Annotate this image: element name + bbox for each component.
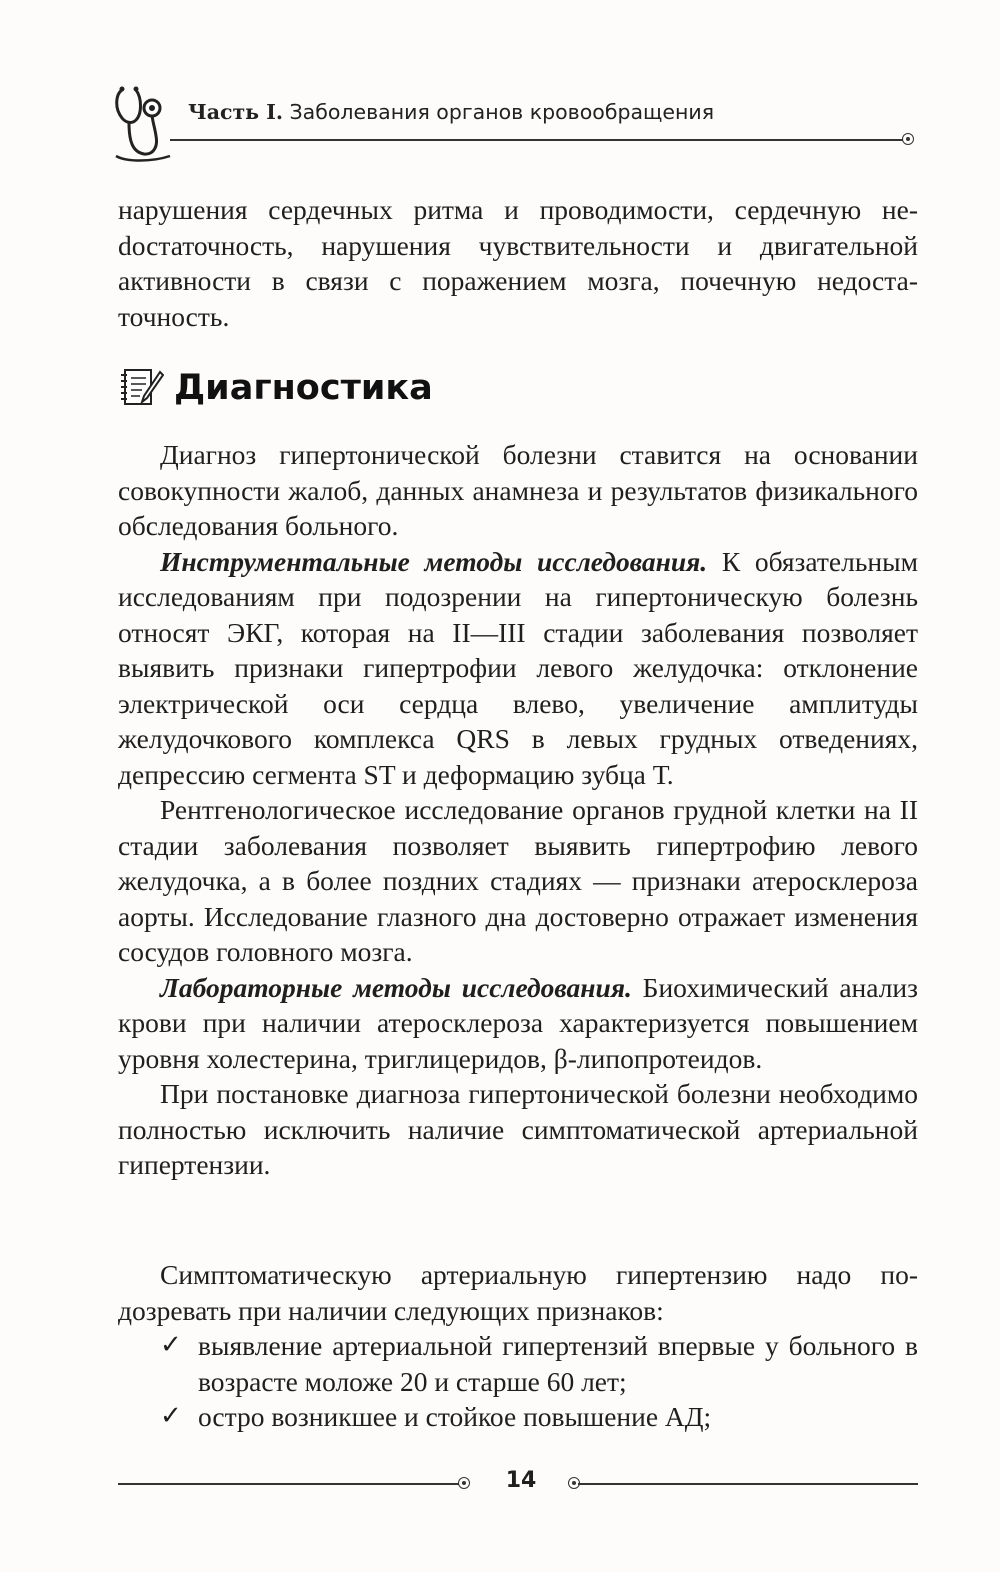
running-header [112, 84, 922, 164]
page-footer [118, 1462, 918, 1502]
paragraph-diagnosis: Диагноз гипертонической болезни ставится на основании совокупности жалоб, данных анамнеза и результатов физикального обследования больного. [118, 439, 918, 541]
paragraph-exclusion: При постановке диагноза гипертонической болезни необходимо полностью исключить наличие симптоматической артериальной гипертензии. [118, 1078, 918, 1180]
paragraph-xray: Рентгенологическое исследование органов грудной клетки на II стадии заболевания позволяет выявить гипертрофию левого желудочка, а в более поздних стадиях — признаки атеросклероза аорты. Исследование глазного дна достоверно отражает изменения сосудов головного мозга. [118, 794, 918, 967]
intro-block [118, 192, 918, 334]
main-body [118, 437, 918, 1183]
header-bullet-icon [902, 133, 914, 145]
intro-paragraph: нарушения сердечных ритма и проводимости, сердечную неdостаточность, нарушения чувствительности и двигательной активности в связи с поражением мозга, почечную недостаточность. [118, 194, 918, 332]
footer-bullet-icon [458, 1477, 470, 1489]
checkmark-icon: ✓ [160, 1330, 182, 1360]
list-item [118, 1399, 918, 1435]
list-item-text: выявление артериальной гипертензий впервые у больного в возрасте моложе 20 и старше 60 лет; [198, 1330, 918, 1397]
list-item [118, 1328, 918, 1399]
section-title: Диагностика [174, 368, 433, 408]
laboratory-text: Биохимический анализ крови при наличии атеросклероза характеризуется повышением уровня холестерина, триглицеридов, β-липопротеидов. [118, 971, 918, 1074]
list-item-text: остро возникшее и стойкое повышение АД; [198, 1401, 712, 1432]
footer-rule-right [578, 1483, 918, 1485]
page-number: 14 [505, 1468, 537, 1493]
header-rule [170, 139, 910, 141]
checkmark-icon: ✓ [160, 1401, 182, 1431]
stethoscope-icon [112, 84, 174, 164]
checklist [118, 1328, 918, 1435]
footer-rule-left [118, 1483, 464, 1485]
instrumental-heading: Инструментальные методы исследования. [160, 545, 708, 577]
paragraph-laboratory [118, 970, 918, 1077]
header-title [188, 100, 714, 124]
laboratory-heading: Лабораторные методы исследования. [160, 971, 632, 1003]
instrumental-text: К обязательным исследованиям при подозрении на гипертоническую болезнь относят ЭКГ, которая на II—III стадии заболевания позволяет выявить признаки гипертрофии левого желудочка: отклонение электрической оси сердца влево, увеличение амплитуды желудочкового комплекса QRS в левых грудных отведениях, депрессию сегмента ST и деформацию зубца Т. [118, 545, 918, 790]
header-part-title: Заболевания органов кровообращения [282, 100, 715, 124]
header-part-label: Часть I. [188, 100, 283, 124]
notepad-pencil-icon [118, 366, 164, 410]
symptomatic-block [118, 1257, 918, 1328]
paragraph-symptomatic: Симптоматическую артериальную гипертензию надо подозревать при наличии следующих признаков: [118, 1259, 918, 1326]
paragraph-instrumental [118, 544, 918, 793]
